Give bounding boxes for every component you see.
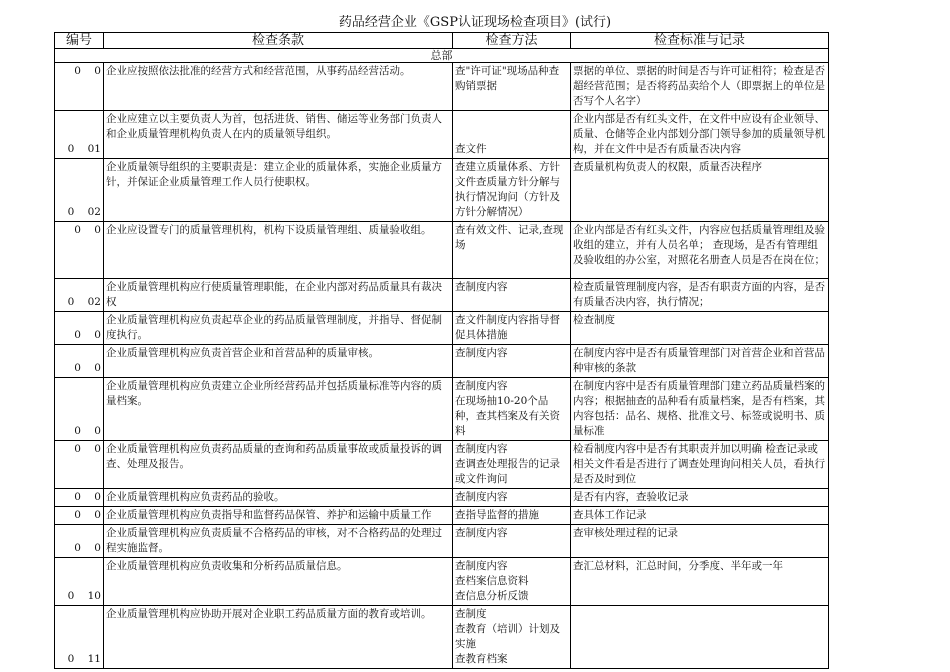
- method-cell: 查制度内容: [453, 345, 571, 378]
- header-standard: 检查标准与记录: [571, 33, 829, 49]
- method-cell: 查制度内容: [453, 525, 571, 558]
- row-number-cell: [55, 558, 104, 606]
- clause-cell: 企业质量领导组织的主要职责是：建立企业的质量体系，实施企业质量方针，并保证企业质量管理工作人员行使职权。: [104, 159, 453, 222]
- row-number: 0 0: [74, 224, 101, 236]
- clause-cell: 企业质量管理机构应负责收集和分析药品质量信息。: [104, 558, 453, 606]
- table-row: [55, 507, 829, 525]
- clause-cell: 企业质量管理机构应负责起草企业的药品质量管理制度，并指导、督促制度执行。: [104, 312, 453, 345]
- row-number: 0 0: [74, 491, 101, 503]
- method-cell: 查制度内容 在现场抽10-20个品种，查其档案及有关资料: [453, 378, 571, 441]
- clause-cell: 企业质量管理机构应负责质量不合格药品的审核，对不合格药品的处理过程实施监督。: [104, 525, 453, 558]
- header-number: 编号: [55, 33, 104, 49]
- method-cell: 查"许可证"现场品种查购销票据: [453, 63, 571, 111]
- table-row: [55, 111, 829, 159]
- clause-cell: 企业质量管理机构应行使质量管理职能，在企业内部对药品质量具有裁决权: [104, 279, 453, 312]
- standard-cell: 是否有内容，查验收记录: [571, 489, 829, 507]
- row-number-cell: [55, 525, 104, 558]
- standard-cell: 查审核处理过程的记录: [571, 525, 829, 558]
- clause-cell: 企业应设置专门的质量管理机构，机构下设质量管理组、质量验收组。: [104, 222, 453, 279]
- row-number: 0 0: [74, 329, 101, 341]
- row-number: 0 0: [74, 65, 101, 77]
- row-number-cell: [55, 606, 104, 669]
- standard-cell: 检查制度: [571, 312, 829, 345]
- section-title: 总部: [55, 49, 829, 63]
- inspection-table: [54, 32, 829, 669]
- standard-cell: 查质量机构负责人的权限，质量否决程序: [571, 159, 829, 222]
- header-clause: 检查条款: [104, 33, 453, 49]
- row-number: 0 0: [74, 542, 101, 554]
- row-number: 0 0: [74, 425, 101, 437]
- table-row: [55, 312, 829, 345]
- method-cell: 查建立质量体系、方针文件查质量方针分解与执行情况询问（方针及方针分解情况）: [453, 159, 571, 222]
- clause-cell: 企业质量管理机构应负责首营企业和首营品种的质量审核。: [104, 345, 453, 378]
- standard-cell: 查汇总材料，汇总时间，分季度、半年或一年: [571, 558, 829, 606]
- standard-cell: 检查质量管理制度内容，是否有职责方面的内容，是否有质量否决内容，执行情况；: [571, 279, 829, 312]
- method-cell: 查制度内容: [453, 279, 571, 312]
- header-method: 检查方法: [453, 33, 571, 49]
- row-number-cell: [55, 345, 104, 378]
- row-number-cell: [55, 378, 104, 441]
- row-number: 0 0: [74, 509, 101, 521]
- row-number-cell: [55, 489, 104, 507]
- table-row: [55, 558, 829, 606]
- standard-cell: 查具体工作记录: [571, 507, 829, 525]
- row-number: 0 0: [74, 362, 101, 374]
- document-title: 药品经营企业《GSP认证现场检查项目》(试行): [338, 15, 612, 30]
- method-cell: 查制度 查教育（培训）计划及实施 查教育档案: [453, 606, 571, 669]
- method-cell: [453, 111, 571, 159]
- table-row: [55, 378, 829, 441]
- standard-cell: 企业内部是否有红头文件，内容应包括质量管理组及验收组的建立，并有人员名单； 查现场，是否有管理组及验收组的办公室，对照花名册查人员是否在岗在位；: [571, 222, 829, 279]
- method-cell: 查制度内容: [453, 489, 571, 507]
- standard-cell: [571, 606, 829, 669]
- method-cell: 查指导监督的措施: [453, 507, 571, 525]
- row-number-cell: [55, 279, 104, 312]
- section-row: [55, 49, 829, 63]
- standard-cell: 票据的单位、票据的时间是否与许可证相符；检查是否超经营范围；是否将药品卖给个人（即票据上的单位是否写个人名字）: [571, 63, 829, 111]
- row-number: 0 10: [67, 590, 101, 602]
- table-row: [55, 525, 829, 558]
- table-row: [55, 63, 829, 111]
- standard-cell: 在制度内容中是否有质量管理部门建立药品质量档案的内容；根据抽查的品种看有质量档案，是否有档案，其内容包括：品名、规格、批准文号、标签或说明书、质量标准: [571, 378, 829, 441]
- row-number: 0 11: [67, 653, 101, 665]
- table-row: [55, 159, 829, 222]
- method-cell: 查制度内容 查档案信息资料 查信息分析反馈: [453, 558, 571, 606]
- clause-cell: 企业质量管理机构应负责指导和监督药品保管、养护和运输中质量工作: [104, 507, 453, 525]
- clause-cell: 企业质量管理机构应负责建立企业所经营药品并包括质量标准等内容的质量档案。: [104, 378, 453, 441]
- table-row: [55, 606, 829, 669]
- table-row: [55, 345, 829, 378]
- clause-cell: 企业质量管理机构应协助开展对企业职工药品质量方面的教育或培训。: [104, 606, 453, 669]
- row-number-cell: [55, 222, 104, 279]
- row-number-cell: [55, 507, 104, 525]
- row-number: 0 02: [67, 206, 101, 218]
- row-number-cell: [55, 159, 104, 222]
- table-row: [55, 441, 829, 489]
- row-number: 0 0: [74, 443, 101, 455]
- table-row: [55, 489, 829, 507]
- clause-cell: 企业应按照依法批准的经营方式和经营范围，从事药品经营活动。: [104, 63, 453, 111]
- standard-cell: 检看制度内容中是否有其职责并加以明确 检查记录或相关文件看是否进行了调查处理询问相关人员，看执行是否及时到位: [571, 441, 829, 489]
- table-row: [55, 279, 829, 312]
- method-cell: 查制度内容 查调查处理报告的记录或文件询问: [453, 441, 571, 489]
- row-number-cell: [55, 312, 104, 345]
- clause-cell: 企业质量管理机构应负责药品的验收。: [104, 489, 453, 507]
- standard-cell: 企业内部是否有红头文件，在文件中应设有企业领导、质量、仓储等企业内部划分部门领导参加的质量领导机构，并在文件中是否有质量否决内容: [571, 111, 829, 159]
- row-number: 0 01: [67, 143, 101, 155]
- row-number-cell: [55, 111, 104, 159]
- row-number: 0 02: [67, 296, 101, 308]
- clause-cell: 企业质量管理机构应负责药品质量的查询和药品质量事故或质量投诉的调查、处理及报告。: [104, 441, 453, 489]
- method-cell: 查文件制度内容指导督促具体措施: [453, 312, 571, 345]
- header-row: [55, 33, 829, 49]
- table-row: [55, 222, 829, 279]
- method-text: 查文件: [455, 143, 487, 155]
- row-number-cell: [55, 63, 104, 111]
- clause-cell: 企业应建立以主要负责人为首，包括进货、销售、储运等业务部门负责人和企业质量管理机构负责人在内的质量领导组织。: [104, 111, 453, 159]
- row-number-cell: [55, 441, 104, 489]
- method-cell: 查有效文件、记录,查现场: [453, 222, 571, 279]
- standard-cell: 在制度内容中是否有质量管理部门对首营企业和首营品种审核的条款: [571, 345, 829, 378]
